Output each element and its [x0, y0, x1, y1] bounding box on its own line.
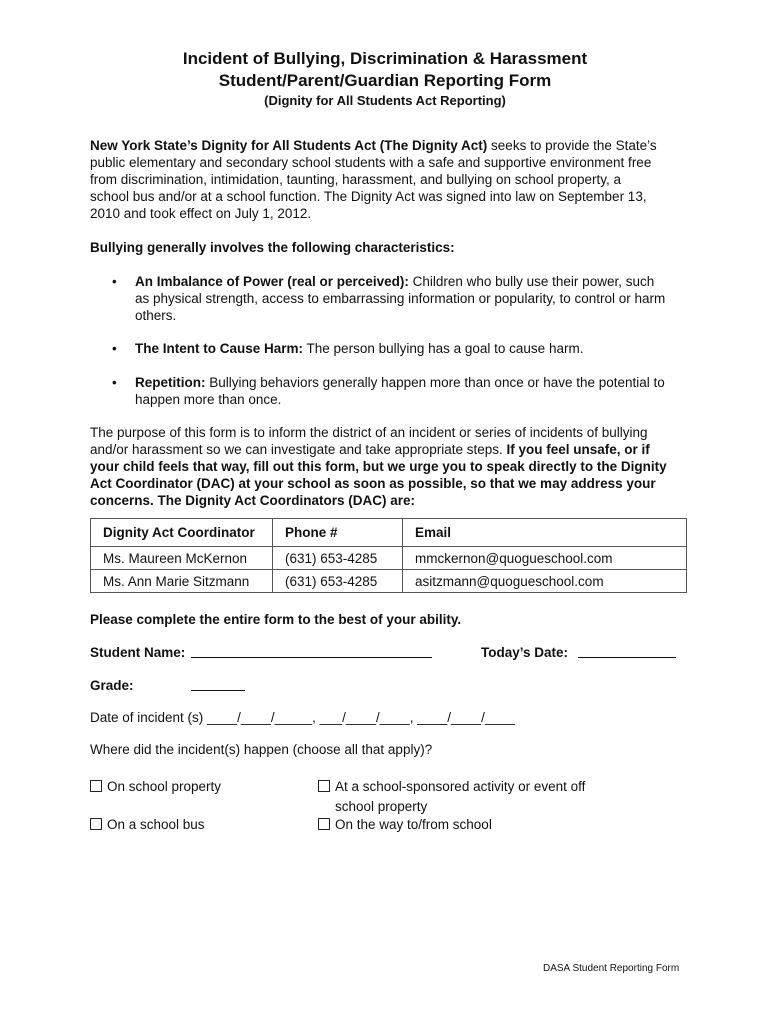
bullet-text: as physical strength, access to embarrassing information or popularity, to control or harm [135, 291, 666, 306]
bullet-text: The person bullying has a goal to cause harm. [303, 341, 584, 356]
list-item [135, 374, 687, 391]
todays-date-label: Today’s Date: [481, 645, 569, 660]
checkbox-icon[interactable] [90, 818, 102, 830]
bullet-label: The Intent to Cause Harm: [135, 341, 304, 356]
purpose-text: and/or harassment so we can investigate and take appropriate steps. [90, 442, 507, 457]
purpose-line-5: concerns. The Dignity Act Coordinators (DAC) are: [90, 493, 416, 508]
purpose-emphasis: If you feel unsafe, or if [506, 442, 650, 457]
intro-line-5: 2010 and took effect on July 1, 2012. [90, 206, 312, 221]
purpose-line-3: your child feels that way, fill out this form, but we urge you to speak directly to the Dignity [90, 459, 667, 474]
bullet-label: Repetition: [135, 375, 206, 390]
page-footer: DASA Student Reporting Form [543, 963, 680, 974]
bullet-icon: • [112, 274, 117, 289]
coordinator-name: Ms. Ann Marie Sitzmann [91, 570, 273, 593]
student-name-field[interactable] [191, 644, 432, 662]
intro-line-3: from discrimination, intimidation, taunting, harassment, and bullying on school property, a [90, 172, 622, 187]
on-school-bus-option[interactable] [90, 815, 205, 835]
to-from-school-option[interactable] [318, 815, 492, 835]
column-header: Dignity Act Coordinator [91, 519, 273, 547]
todays-date-field[interactable] [578, 644, 676, 662]
coordinator-name: Ms. Maureen McKernon [91, 547, 273, 570]
checkbox-icon[interactable] [318, 780, 330, 792]
option-label-continued: school property [335, 799, 428, 814]
coordinator-phone: (631) 653-4285 [273, 547, 403, 570]
table-row [91, 570, 687, 593]
checkbox-icon[interactable] [318, 818, 330, 830]
intro-line-4: school bus and/or at a school function. The Dignity Act was signed into law on September 13, [90, 189, 647, 204]
on-school-property-option[interactable] [90, 777, 221, 797]
bullet-icon: • [112, 375, 117, 390]
column-header: Phone # [273, 519, 403, 547]
date-of-incident-field[interactable]: Date of incident (s) ____/____/_____, ___/____/____, ____/____/____ [90, 710, 515, 725]
form-title: Incident of Bullying, Discrimination & Harassment [182, 49, 588, 68]
purpose-line-2 [90, 441, 686, 458]
option-label: On a school bus [107, 817, 205, 832]
option-label: On school property [107, 779, 222, 794]
school-sponsored-activity-option[interactable] [318, 777, 585, 797]
dac-table [90, 518, 687, 593]
bullet-text: others. [135, 308, 177, 323]
purpose-line-4: Act Coordinator (DAC) at your school as soon as possible, so that we may address your [90, 476, 656, 491]
list-item [135, 340, 687, 357]
characteristics-heading: Bullying generally involves the following characteristics: [90, 240, 455, 255]
option-label: At a school-sponsored activity or event off [335, 779, 586, 794]
option-label: On the way to/from school [335, 817, 492, 832]
list-item [135, 273, 687, 290]
form-instruction: Please complete the entire form to the best of your ability. [90, 612, 462, 627]
coordinator-email: mmckernon@quogueschool.com [403, 547, 687, 570]
bullet-label: An Imbalance of Power (real or perceived): [135, 274, 409, 289]
intro-line-2: public elementary and secondary school students with a safe and supportive environment free [90, 155, 652, 170]
table-row [91, 547, 687, 570]
dignity-act-lead: New York State’s Dignity for All Students Act (The Dignity Act) [90, 138, 488, 153]
table-header-row [91, 519, 687, 547]
bullet-text: Bullying behaviors generally happen more than once or have the potential to [205, 375, 665, 390]
form-subtitle: (Dignity for All Students Act Reporting) [264, 93, 506, 108]
column-header: Email [403, 519, 687, 547]
intro-line-1 [90, 137, 686, 154]
bullet-icon: • [112, 341, 117, 356]
grade-label: Grade: [90, 678, 134, 693]
bullet-text: Children who bully use their power, such [408, 274, 655, 289]
student-name-label: Student Name: [90, 645, 186, 660]
purpose-line-1: The purpose of this form is to inform the district of an incident or series of incidents of bullying [90, 425, 648, 440]
intro-text: seeks to provide the State’s [487, 138, 657, 153]
coordinator-phone: (631) 653-4285 [273, 570, 403, 593]
bullet-text: happen more than once. [135, 392, 282, 407]
checkbox-icon[interactable] [90, 780, 102, 792]
form-title-line2: Student/Parent/Guardian Reporting Form [218, 71, 552, 90]
where-question: Where did the incident(s) happen (choose all that apply)? [90, 742, 433, 757]
grade-field[interactable] [191, 677, 245, 695]
coordinator-email: asitzmann@quogueschool.com [403, 570, 687, 593]
